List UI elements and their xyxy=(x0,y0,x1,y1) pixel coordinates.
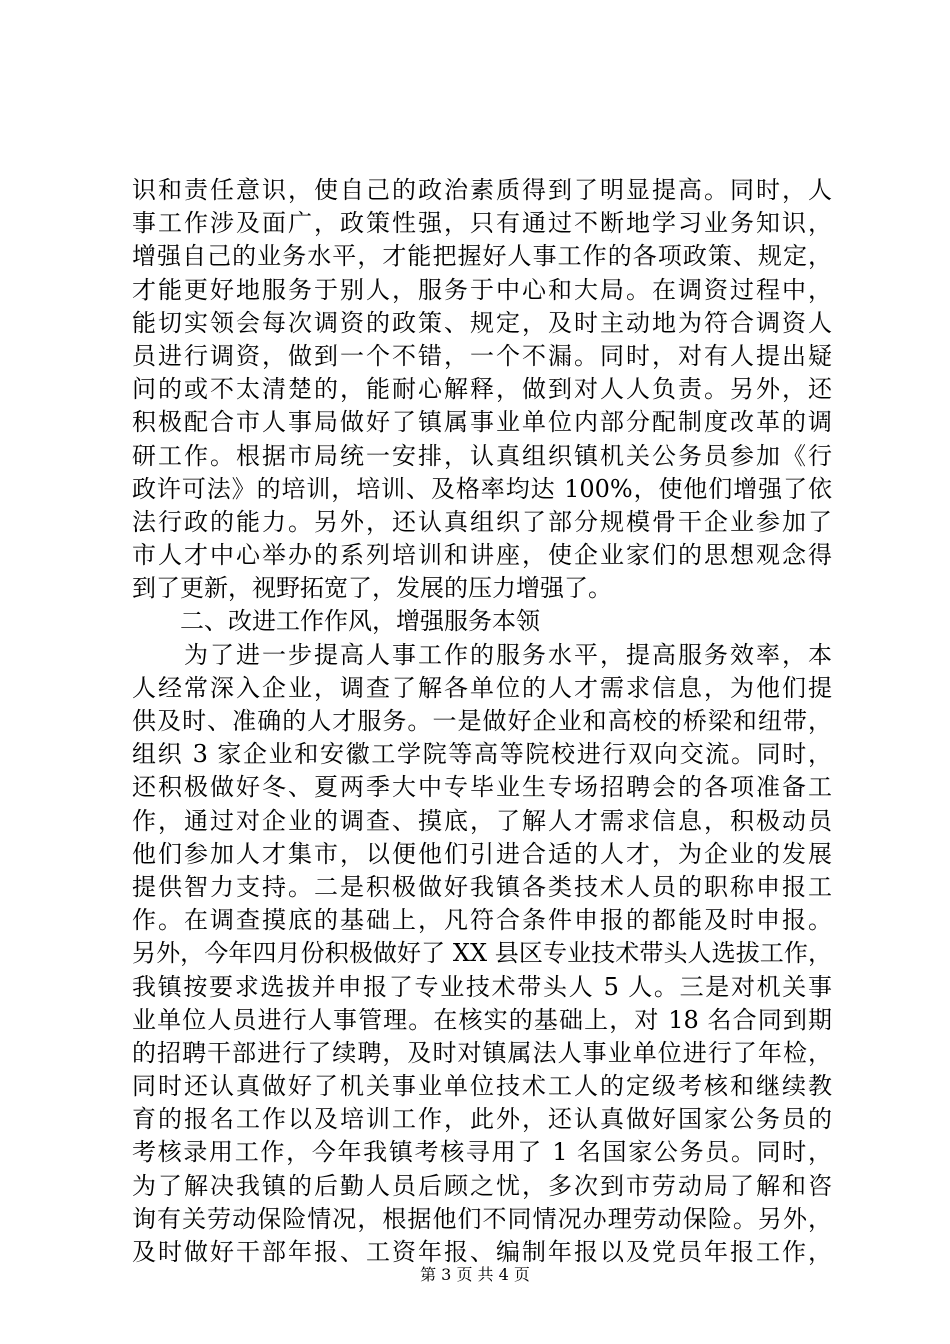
text-line: 人经常深入企业，调查了解各单位的人才需求信息，为他们提 xyxy=(132,673,832,702)
text-line: 政许可法》的培训，培训、及格率均达 100%，使他们增强了依 xyxy=(132,474,832,503)
text-line: 为了进一步提高人事工作的服务水平，提高服务效率，本 xyxy=(132,640,832,669)
text-line: 才能更好地服务于别人，服务于中心和大局。在调资过程中， xyxy=(132,275,832,304)
text-line: 育的报名工作以及培训工作，此外，还认真做好国家公务员的 xyxy=(132,1105,832,1134)
text-line: 他们参加人才集市，以便他们引进合适的人才，为企业的发展 xyxy=(132,839,832,868)
text-line: 员进行调资，做到一个不错，一个不漏。同时，对有人提出疑 xyxy=(132,341,832,370)
text-line: 积极配合市人事局做好了镇属事业单位内部分配制度改革的调 xyxy=(132,408,832,437)
text-line: 还积极做好冬、夏两季大中专毕业生专场招聘会的各项准备工 xyxy=(132,773,832,802)
text-line: 法行政的能力。另外，还认真组织了部分规模骨干企业参加了 xyxy=(132,507,832,536)
text-line: 为了解决我镇的后勤人员后顾之忧，多次到市劳动局了解和咨 xyxy=(132,1171,832,1200)
text-line: 及时做好干部年报、工资年报、编制年报以及党员年报工作， xyxy=(132,1238,832,1266)
text-line: 作，通过对企业的调查、摸底，了解人才需求信息，积极动员 xyxy=(132,806,832,835)
text-line: 识和责任意识，使自己的政治素质得到了明显提高。同时，人 xyxy=(132,176,832,204)
text-line: 我镇按要求选拔并申报了专业技术带头人 5 人。三是对机关事 xyxy=(132,972,832,1001)
text-line: 能切实领会每次调资的政策、规定，及时主动地为符合调资人 xyxy=(132,308,832,337)
text-line: 作。在调查摸底的基础上，凡符合条件申报的都能及时申报。 xyxy=(132,906,832,935)
text-line: 研工作。根据市局统一安排，认真组织镇机关公务员参加《行 xyxy=(132,441,832,470)
text-line: 到了更新，视野拓宽了，发展的压力增强了。 xyxy=(132,574,612,603)
paragraph-1 xyxy=(132,174,832,605)
text-line: 另外，今年四月份积极做好了 XX 县区专业技术带头人选拔工作， xyxy=(132,939,832,968)
text-line: 供及时、准确的人才服务。一是做好企业和高校的桥梁和纽带， xyxy=(132,707,832,735)
text-line: 问的或不太清楚的，能耐心解释，做到对人人负责。另外，还 xyxy=(132,375,832,404)
text-line: 的招聘干部进行了续聘，及时对镇属法人事业单位进行了年检， xyxy=(132,1038,832,1067)
text-line: 提供智力支持。二是积极做好我镇各类技术人员的职称申报工 xyxy=(132,872,832,901)
text-line: 业单位人员进行人事管理。在核实的基础上，对 18 名合同到期 xyxy=(132,1005,832,1034)
paragraph-2 xyxy=(132,639,832,1270)
page-number-footer: 第 3 页 共 4 页 xyxy=(420,1265,530,1284)
text-line: 组织 3 家企业和安徽工学院等高等院校进行双向交流。同时， xyxy=(132,740,832,769)
text-line: 事工作涉及面广，政策性强，只有通过不断地学习业务知识， xyxy=(132,209,832,238)
text-line: 增强自己的业务水平，才能把握好人事工作的各项政策、规定， xyxy=(132,242,832,271)
text-line: 市人才中心举办的系列培训和讲座，使企业家们的思想观念得 xyxy=(132,541,832,570)
text-line: 考核录用工作，今年我镇考核寻用了 1 名国家公务员。同时， xyxy=(132,1138,832,1167)
text-line: 询有关劳动保险情况，根据他们不同情况办理劳动保险。另外， xyxy=(132,1204,832,1233)
body-text xyxy=(132,174,832,1269)
section-heading: 二、改进工作作风，增强服务本领 xyxy=(180,607,540,636)
text-line: 同时还认真做好了机关事业单位技术工人的定级考核和继续教 xyxy=(132,1072,832,1101)
